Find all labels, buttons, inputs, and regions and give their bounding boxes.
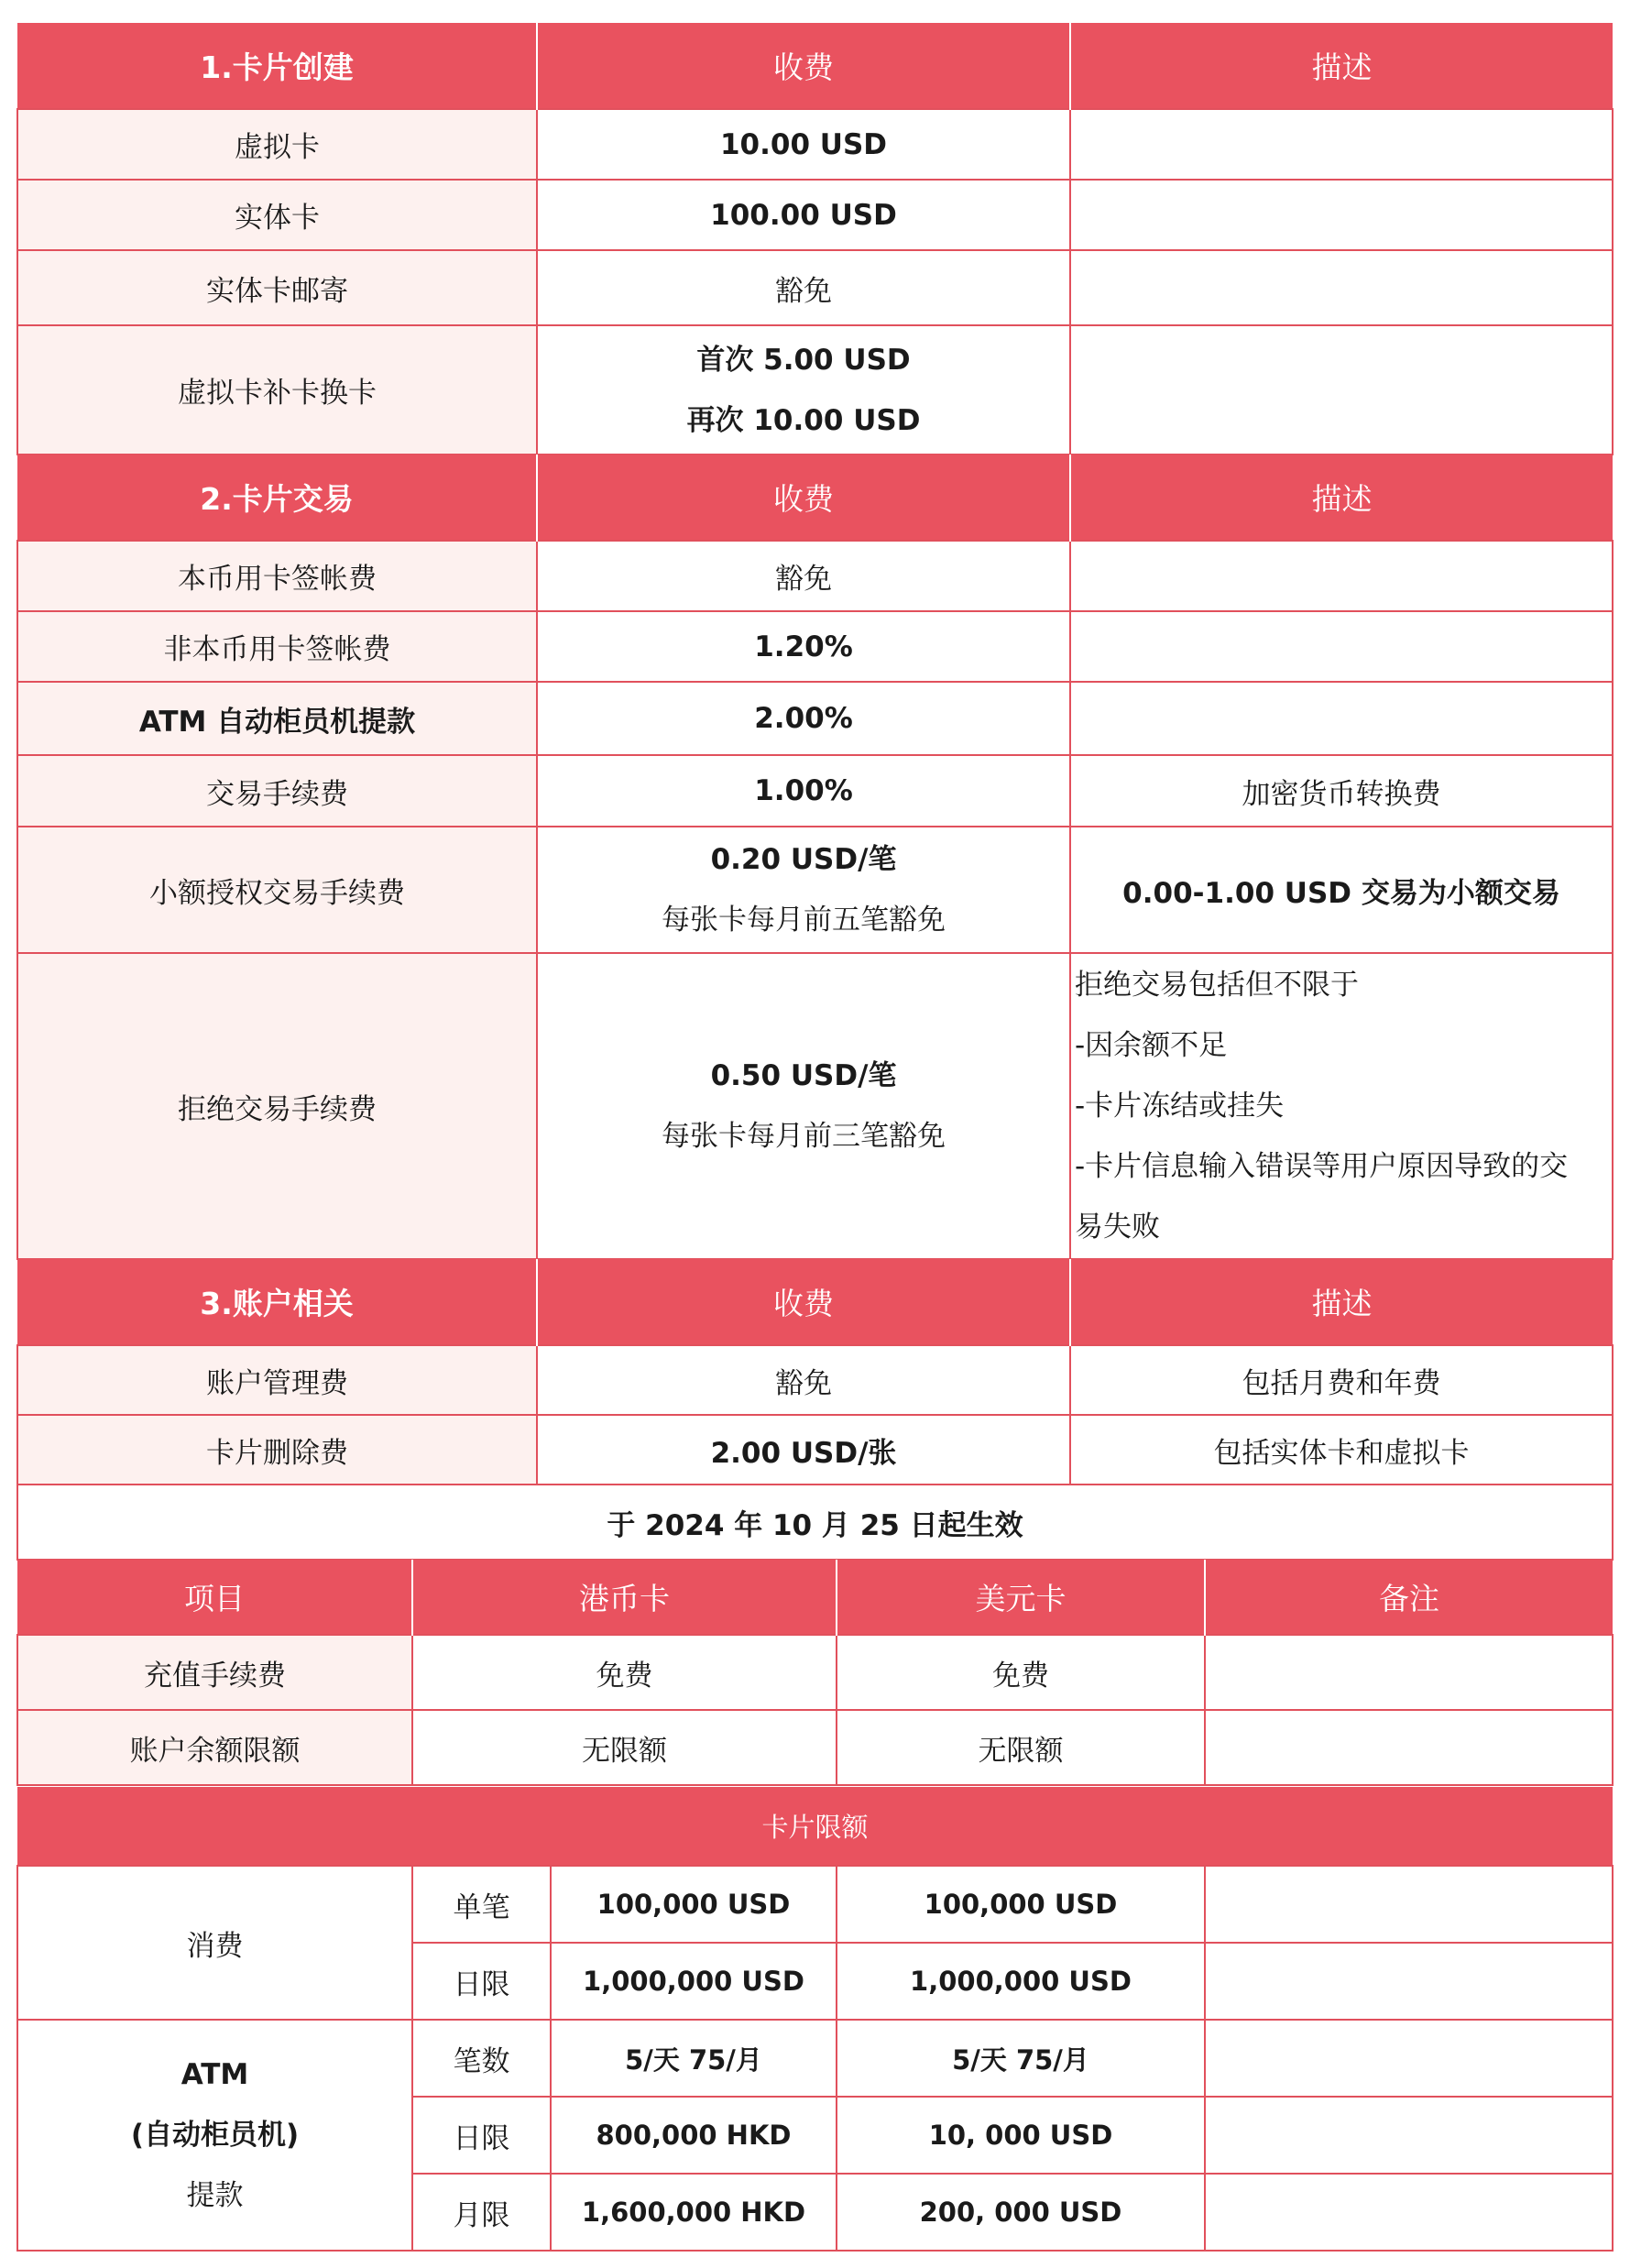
desc-cell — [1070, 682, 1613, 755]
desc-cell: 加密货币转换费 — [1070, 755, 1613, 827]
fee-cell: 10.00 USD — [537, 109, 1070, 180]
section-title: 3.账户相关 — [17, 1259, 537, 1345]
fee-line: 0.20 USD/笔 — [710, 843, 897, 876]
item-cell: 账户余额限额 — [17, 1710, 412, 1785]
table-row — [17, 827, 1613, 953]
desc-cell — [1070, 611, 1613, 682]
atm-label-line: 提款 — [186, 2179, 244, 2212]
usd-cell: 无限额 — [837, 1710, 1205, 1785]
hkd-limit: 800,000 HKD — [551, 2097, 837, 2174]
item-cell: 虚拟卡补卡换卡 — [17, 325, 537, 455]
usd-limit: 5/天 75/月 — [837, 2020, 1205, 2097]
desc-cell — [1070, 953, 1613, 1259]
desc-cell — [1070, 180, 1613, 250]
table-row — [17, 325, 1613, 455]
table-row — [17, 250, 1613, 325]
card-limits-header — [17, 1787, 1613, 1866]
item-cell: 拒绝交易手续费 — [17, 953, 537, 1259]
item-cell: 卡片删除费 — [17, 1415, 537, 1485]
fee-header: 收费 — [537, 1259, 1070, 1345]
fee-cell — [537, 953, 1070, 1259]
hkd-card-header: 港币卡 — [412, 1560, 837, 1635]
table-row — [17, 953, 1613, 1259]
note-cell — [1205, 2174, 1613, 2251]
fee-line: 每张卡每月前三笔豁免 — [662, 1120, 946, 1153]
card-limits-title: 卡片限额 — [17, 1787, 1613, 1866]
sub-label: 单笔 — [412, 1866, 551, 1943]
note-cell — [1205, 1710, 1613, 1785]
desc-header: 描述 — [1070, 455, 1613, 541]
section-header — [17, 23, 1613, 109]
item-header: 项目 — [17, 1560, 412, 1635]
table-row — [17, 541, 1613, 611]
effective-date-note: 于 2024 年 10 月 25 日起生效 — [17, 1485, 1613, 1560]
atm-label — [17, 2020, 412, 2251]
section-title: 2.卡片交易 — [17, 455, 537, 541]
fee-cell — [537, 325, 1070, 455]
table-row — [17, 682, 1613, 755]
usd-cell: 免费 — [837, 1635, 1205, 1710]
desc-cell — [1070, 325, 1613, 455]
fee-cell: 1.20% — [537, 611, 1070, 682]
item-cell: 实体卡邮寄 — [17, 250, 537, 325]
item-cell: 充值手续费 — [17, 1635, 412, 1710]
table-row — [17, 1866, 1613, 1943]
section-header — [17, 455, 1613, 541]
desc-cell: 0.00-1.00 USD 交易为小额交易 — [1070, 827, 1613, 953]
desc-cell — [1070, 109, 1613, 180]
table-row — [17, 1635, 1613, 1710]
note-cell — [1205, 1635, 1613, 1710]
item-cell: 小额授权交易手续费 — [17, 827, 537, 953]
sub-label: 笔数 — [412, 2020, 551, 2097]
sub-label: 月限 — [412, 2174, 551, 2251]
hkd-cell: 免费 — [412, 1635, 837, 1710]
fee-header: 收费 — [537, 23, 1070, 109]
section-header — [17, 1259, 1613, 1345]
usd-card-header: 美元卡 — [837, 1560, 1205, 1635]
desc-line: -卡片信息输入错误等用户原因导致的交 — [1075, 1150, 1569, 1183]
fee-cell — [537, 827, 1070, 953]
fee-cell: 豁免 — [537, 541, 1070, 611]
table-row — [17, 109, 1613, 180]
account-table — [16, 1259, 1614, 1561]
desc-line: -卡片冻结或挂失 — [1075, 1090, 1285, 1123]
fee-header: 收费 — [537, 455, 1070, 541]
table-row — [17, 755, 1613, 827]
desc-cell: 包括月费和年费 — [1070, 1345, 1613, 1415]
fee-cell: 豁免 — [537, 250, 1070, 325]
item-cell: ATM 自动柜员机提款 — [17, 682, 537, 755]
usd-limit: 200, 000 USD — [837, 2174, 1205, 2251]
fee-line: 再次 10.00 USD — [686, 403, 921, 437]
atm-label-line: (自动柜员机) — [130, 2119, 300, 2152]
card-transaction-table — [16, 455, 1614, 1260]
desc-header: 描述 — [1070, 23, 1613, 109]
desc-line: 拒绝交易包括但不限于 — [1075, 969, 1359, 1002]
sub-label: 日限 — [412, 1943, 551, 2020]
item-cell: 非本币用卡签帐费 — [17, 611, 537, 682]
sub-label: 日限 — [412, 2097, 551, 2174]
usd-limit: 100,000 USD — [837, 1866, 1205, 1943]
effective-date-row — [17, 1485, 1613, 1560]
note-cell — [1205, 2020, 1613, 2097]
fee-cell: 豁免 — [537, 1345, 1070, 1415]
item-cell: 本币用卡签帐费 — [17, 541, 537, 611]
fee-line: 0.50 USD/笔 — [710, 1059, 897, 1092]
item-cell: 虚拟卡 — [17, 109, 537, 180]
spend-label: 消费 — [17, 1866, 412, 2020]
card-type-table — [16, 1560, 1614, 1786]
table-row — [17, 611, 1613, 682]
desc-line: 易失败 — [1075, 1211, 1160, 1244]
desc-cell — [1070, 541, 1613, 611]
hkd-cell: 无限额 — [412, 1710, 837, 1785]
note-cell — [1205, 1943, 1613, 2020]
hkd-limit: 100,000 USD — [551, 1866, 837, 1943]
atm-label-line: ATM — [181, 2058, 249, 2091]
fee-cell: 2.00% — [537, 682, 1070, 755]
card-creation-table — [16, 23, 1614, 455]
table-row — [17, 1415, 1613, 1485]
fee-line: 首次 5.00 USD — [696, 343, 911, 377]
card-limits-table — [16, 1787, 1614, 2252]
desc-cell — [1070, 250, 1613, 325]
note-cell — [1205, 2097, 1613, 2174]
note-header: 备注 — [1205, 1560, 1613, 1635]
item-cell: 交易手续费 — [17, 755, 537, 827]
usd-limit: 10, 000 USD — [837, 2097, 1205, 2174]
item-cell: 实体卡 — [17, 180, 537, 250]
card-type-header — [17, 1560, 1613, 1635]
item-cell: 账户管理费 — [17, 1345, 537, 1415]
table-row — [17, 2020, 1613, 2097]
hkd-limit: 1,600,000 HKD — [551, 2174, 837, 2251]
table-row — [17, 180, 1613, 250]
fee-line: 每张卡每月前五笔豁免 — [662, 904, 946, 937]
note-cell — [1205, 1866, 1613, 1943]
hkd-limit: 1,000,000 USD — [551, 1943, 837, 2020]
table-row — [17, 1345, 1613, 1415]
section-title: 1.卡片创建 — [17, 23, 537, 109]
usd-limit: 1,000,000 USD — [837, 1943, 1205, 2020]
desc-header: 描述 — [1070, 1259, 1613, 1345]
desc-cell: 包括实体卡和虚拟卡 — [1070, 1415, 1613, 1485]
fee-cell: 1.00% — [537, 755, 1070, 827]
fee-cell: 2.00 USD/张 — [537, 1415, 1070, 1485]
table-row — [17, 1710, 1613, 1785]
desc-line: -因余额不足 — [1075, 1029, 1228, 1062]
fee-cell: 100.00 USD — [537, 180, 1070, 250]
hkd-limit: 5/天 75/月 — [551, 2020, 837, 2097]
